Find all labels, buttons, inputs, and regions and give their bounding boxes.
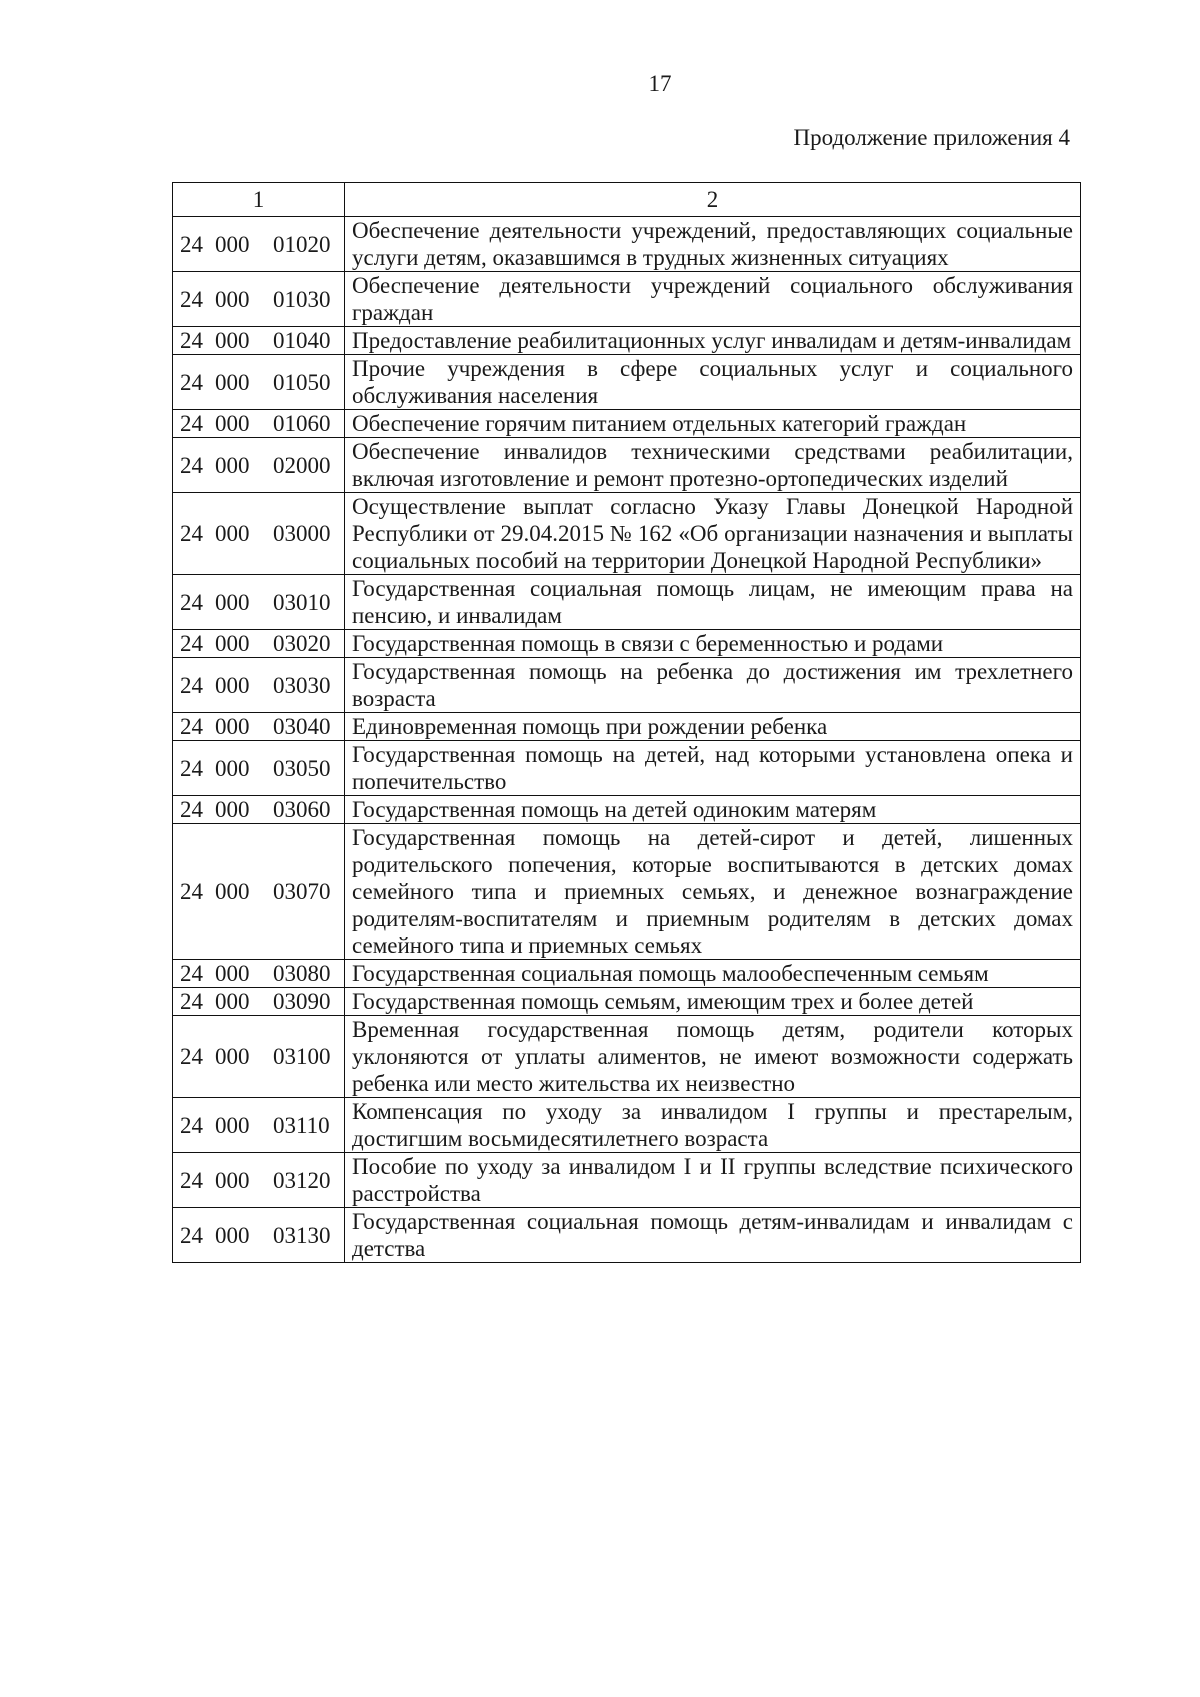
table-row xyxy=(173,741,1081,796)
code-part: 24 xyxy=(180,755,203,781)
code-part: 24 xyxy=(180,231,203,257)
code-part: 24 xyxy=(180,286,203,312)
code-part: 000 xyxy=(215,231,250,257)
code-description: Обеспечение деятельности учреждений социального обслуживания граждан xyxy=(345,272,1081,327)
code-description: Осуществление выплат согласно Указу Главы Донецкой Народной Республики от 29.04.2015 № 162 «Об организации назначения и выплаты социальных пособий на территории Донецкой Народной Республики» xyxy=(345,493,1081,575)
budget-codes-table xyxy=(172,182,1081,1263)
code-part: 000 xyxy=(215,452,250,478)
classification-code xyxy=(173,217,345,272)
classification-code xyxy=(173,1208,345,1263)
code-part: 03020 xyxy=(273,631,331,656)
code-description: Предоставление реабилитационных услуг инвалидам и детям-инвалидам xyxy=(345,327,1081,355)
code-description: Единовременная помощь при рождении ребенка xyxy=(345,713,1081,741)
table-row xyxy=(173,272,1081,327)
classification-code xyxy=(173,824,345,960)
table-row xyxy=(173,327,1081,355)
code-part: 000 xyxy=(215,521,250,546)
table-row xyxy=(173,1208,1081,1263)
code-part: 24 xyxy=(180,369,203,395)
code-part: 000 xyxy=(215,369,250,395)
code-description: Государственная помощь на детей одиноким матерям xyxy=(345,796,1081,824)
code-description: Пособие по уходу за инвалидом I и II группы вследствие психического расстройства xyxy=(345,1153,1081,1208)
code-part: 03000 xyxy=(273,521,331,546)
code-part: 000 xyxy=(215,755,250,781)
code-description: Государственная помощь на детей-сирот и детей, лишенных родительского попечения, которые воспитываются в детских домах семейного типа и приемных семьях, и денежное вознаграждение родителям-воспитателям и приемным родителям в детских домах семейного типа и приемных семьях xyxy=(345,824,1081,960)
code-description: Компенсация по уходу за инвалидом I группы и престарелым, достигшим восьмидесятилетнего возраста xyxy=(345,1098,1081,1153)
code-part: 000 xyxy=(215,631,250,656)
code-part: 03030 xyxy=(273,672,331,698)
code-part: 24 xyxy=(180,989,203,1014)
code-description: Государственная социальная помощь лицам, не имеющим права на пенсию, и инвалидам xyxy=(345,575,1081,630)
table-row xyxy=(173,493,1081,575)
table-row xyxy=(173,824,1081,960)
code-part: 01030 xyxy=(273,286,331,312)
table-row xyxy=(173,796,1081,824)
code-part: 24 xyxy=(180,452,203,478)
classification-code xyxy=(173,355,345,410)
code-part: 24 xyxy=(180,1167,203,1193)
classification-code xyxy=(173,1098,345,1153)
code-part: 24 xyxy=(180,521,203,546)
code-description: Обеспечение инвалидов техническими средствами реабилитации, включая изготовление и ремонт протезно-ортопедических изделий xyxy=(345,438,1081,493)
classification-code xyxy=(173,272,345,327)
code-part: 03090 xyxy=(273,989,331,1014)
code-part: 03050 xyxy=(273,755,331,781)
code-part: 000 xyxy=(215,589,250,615)
code-part: 000 xyxy=(215,797,250,822)
table-row xyxy=(173,1153,1081,1208)
classification-code xyxy=(173,1016,345,1098)
table-row xyxy=(173,1098,1081,1153)
table-row xyxy=(173,630,1081,658)
column-header-2: 2 xyxy=(345,183,1081,217)
code-part: 24 xyxy=(180,1222,203,1248)
code-description: Государственная помощь на детей, над которыми установлена опека и попечительство xyxy=(345,741,1081,796)
classification-code xyxy=(173,575,345,630)
code-part: 24 xyxy=(180,328,203,353)
code-part: 03130 xyxy=(273,1222,331,1248)
code-description: Государственная социальная помощь малообеспеченным семьям xyxy=(345,960,1081,988)
code-part: 000 xyxy=(215,879,250,904)
classification-code xyxy=(173,410,345,438)
code-part: 03110 xyxy=(273,1112,330,1138)
code-part: 03120 xyxy=(273,1167,331,1193)
table-row xyxy=(173,988,1081,1016)
code-part: 000 xyxy=(215,961,250,986)
table-row xyxy=(173,575,1081,630)
classification-code xyxy=(173,713,345,741)
table-row xyxy=(173,960,1081,988)
code-description: Государственная социальная помощь детям-инвалидам и инвалидам с детства xyxy=(345,1208,1081,1263)
table-row xyxy=(173,1016,1081,1098)
classification-code xyxy=(173,438,345,493)
code-part: 24 xyxy=(180,879,203,904)
classification-code xyxy=(173,630,345,658)
table-row xyxy=(173,658,1081,713)
code-part: 000 xyxy=(215,672,250,698)
classification-code xyxy=(173,327,345,355)
classification-code xyxy=(173,658,345,713)
code-part: 01060 xyxy=(273,411,331,436)
table-row xyxy=(173,355,1081,410)
table-row xyxy=(173,410,1081,438)
code-part: 24 xyxy=(180,672,203,698)
code-description: Государственная помощь на ребенка до достижения им трехлетнего возраста xyxy=(345,658,1081,713)
code-part: 03100 xyxy=(273,1044,331,1069)
code-part: 000 xyxy=(215,989,250,1014)
code-description: Прочие учреждения в сфере социальных услуг и социального обслуживания населения xyxy=(345,355,1081,410)
code-part: 000 xyxy=(215,1167,250,1193)
code-part: 01050 xyxy=(273,369,331,395)
classification-code xyxy=(173,741,345,796)
code-part: 000 xyxy=(215,1112,250,1138)
code-part: 03060 xyxy=(273,797,331,822)
code-part: 000 xyxy=(215,411,250,436)
code-part: 03010 xyxy=(273,589,331,615)
table-row xyxy=(173,217,1081,272)
code-part: 24 xyxy=(180,589,203,615)
column-header-1: 1 xyxy=(173,183,345,217)
code-part: 24 xyxy=(180,1044,203,1069)
code-part: 000 xyxy=(215,328,250,353)
code-part: 01040 xyxy=(273,328,331,353)
code-part: 24 xyxy=(180,714,203,739)
code-part: 03070 xyxy=(273,879,331,904)
table-body xyxy=(173,217,1081,1263)
classification-code xyxy=(173,493,345,575)
code-part: 24 xyxy=(180,411,203,436)
code-part: 03080 xyxy=(273,961,331,986)
code-description: Обеспечение деятельности учреждений, предоставляющих социальные услуги детям, оказавшимся в трудных жизненных ситуациях xyxy=(345,217,1081,272)
code-part: 24 xyxy=(180,1112,203,1138)
code-part: 24 xyxy=(180,961,203,986)
code-part: 03040 xyxy=(273,714,331,739)
code-description: Государственная помощь семьям, имеющим трех и более детей xyxy=(345,988,1081,1016)
code-part: 24 xyxy=(180,631,203,656)
table-row xyxy=(173,713,1081,741)
code-part: 24 xyxy=(180,797,203,822)
classification-code xyxy=(173,796,345,824)
code-part: 01020 xyxy=(273,231,331,257)
classification-code xyxy=(173,1153,345,1208)
code-description: Государственная помощь в связи с беременностью и родами xyxy=(345,630,1081,658)
code-description: Обеспечение горячим питанием отдельных категорий граждан xyxy=(345,410,1081,438)
classification-code xyxy=(173,988,345,1016)
code-part: 02000 xyxy=(273,452,331,478)
code-part: 000 xyxy=(215,1044,250,1069)
code-part: 000 xyxy=(215,286,250,312)
classification-code xyxy=(173,960,345,988)
table-row xyxy=(173,438,1081,493)
header-row xyxy=(173,183,1081,217)
page-number: 17 xyxy=(648,71,672,96)
code-part: 000 xyxy=(215,1222,250,1248)
code-description: Временная государственная помощь детям, родители которых уклоняются от уплаты алиментов, не имеют возможности содержать ребенка или место жительства их неизвестно xyxy=(345,1016,1081,1098)
code-part: 000 xyxy=(215,714,250,739)
appendix-continuation-label: Продолжение приложения 4 xyxy=(793,125,1070,150)
